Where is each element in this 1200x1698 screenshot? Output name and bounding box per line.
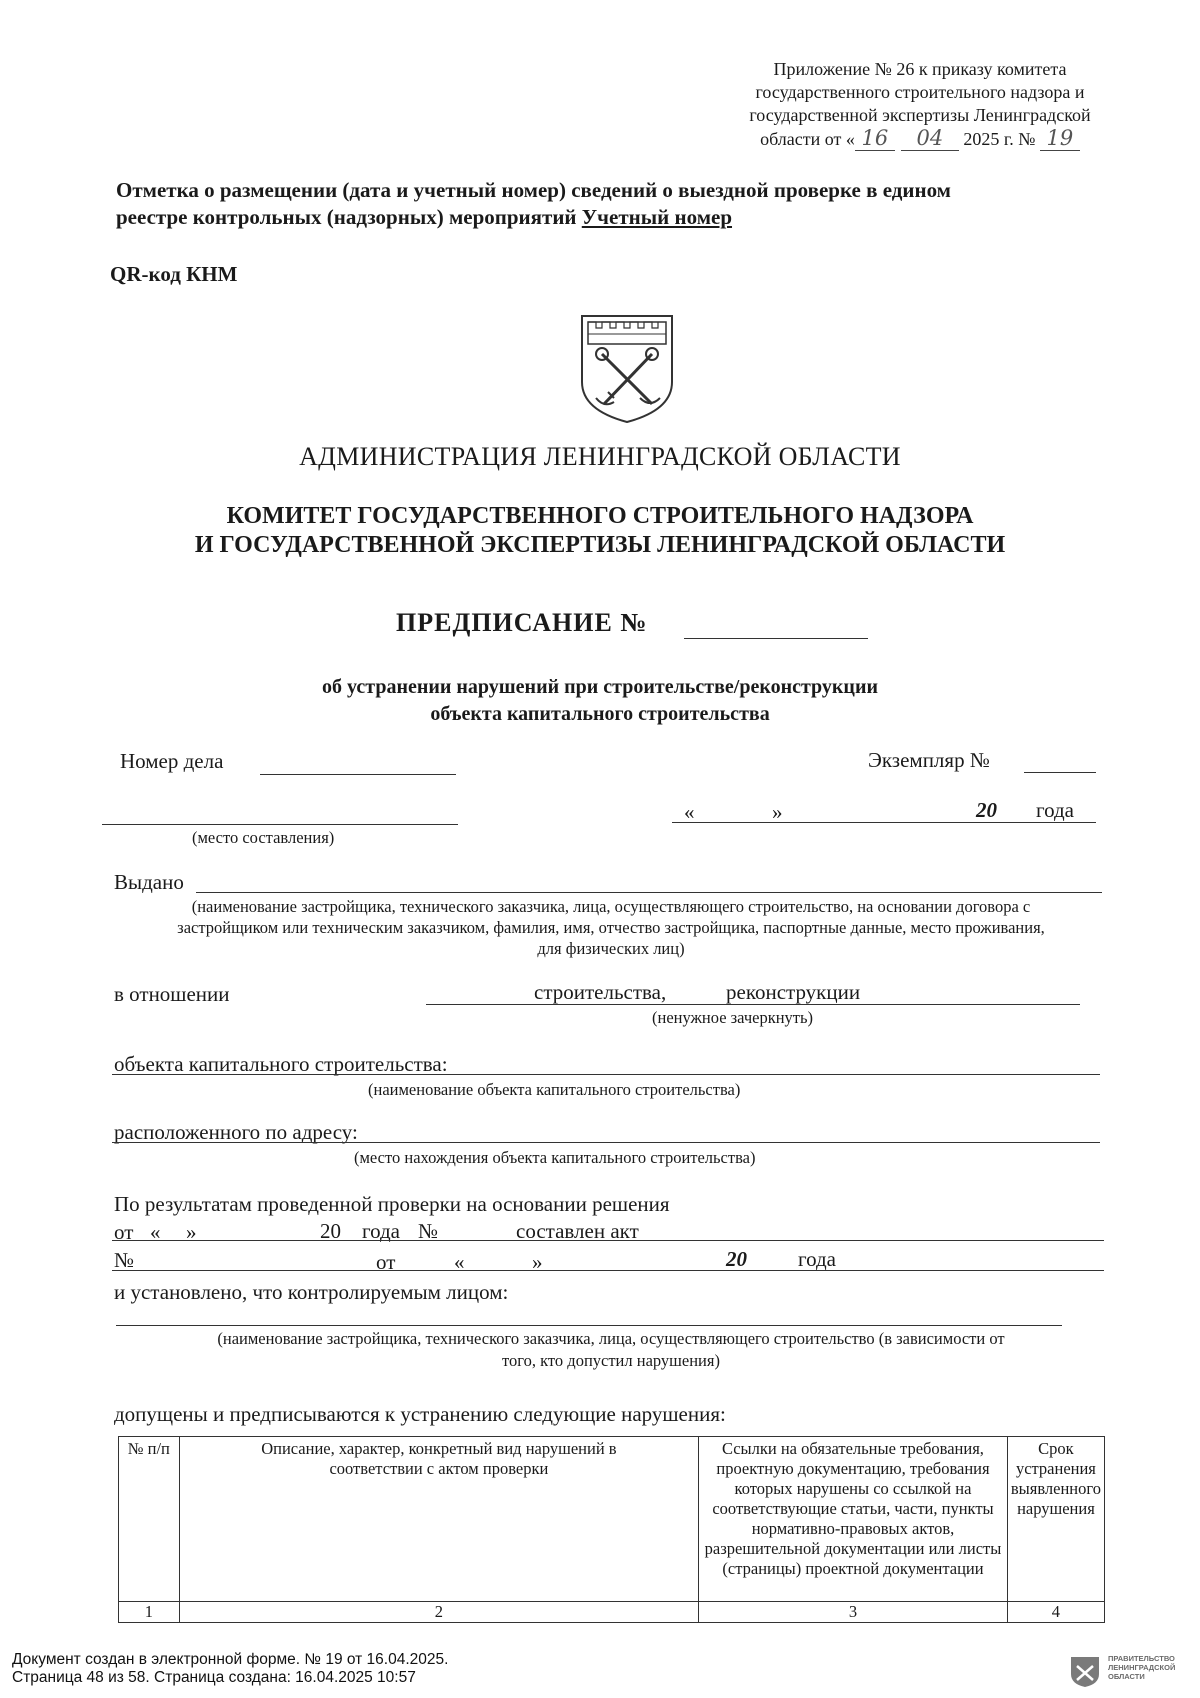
act-quote-close: » <box>532 1250 543 1274</box>
date-quote-open: « <box>684 800 695 824</box>
violations-label: допущены и предписываются к устранению следующие нарушения: <box>114 1402 726 1426</box>
issued-label: Выдано <box>114 870 184 894</box>
regard-option-construction: строительства, <box>534 980 667 1004</box>
prescription-subtitle-1: об устранении нарушений при строительстве/реконструкции <box>321 676 878 698</box>
place-line <box>102 824 458 825</box>
appendix-block <box>700 58 1140 151</box>
footer-text <box>12 1651 448 1687</box>
coat-of-arms-icon <box>578 312 676 424</box>
regard-caption: (ненужное зачеркнуть) <box>652 1008 814 1027</box>
table-row <box>119 1602 1105 1623</box>
prescription-subtitle-2: объекта капитального строительства <box>430 703 770 725</box>
table-header-row <box>119 1437 1105 1602</box>
results-year: 20 <box>320 1219 341 1243</box>
case-number-label: Номер дела <box>120 749 224 773</box>
place-caption: (место составления) <box>192 828 335 847</box>
committee-line-2: И ГОСУДАРСТВЕННОЙ ЭКСПЕРТИЗЫ ЛЕНИНГРАДСКОЙ ОБЛАСТИ <box>194 532 1006 558</box>
results-from: от <box>114 1220 134 1244</box>
issued-caption-3: для физических лиц) <box>537 939 685 958</box>
appendix-line-2: государственного строительного надзора и <box>755 82 1085 102</box>
table-col-number-1: 1 <box>119 1602 180 1623</box>
issued-caption <box>116 896 1106 959</box>
established-label: и установлено, что контролируемым лицом: <box>114 1280 509 1304</box>
government-logo-icon <box>1068 1654 1102 1688</box>
results-act: составлен акт <box>516 1219 639 1243</box>
logo-text-2: ЛЕНИНГРАДСКОЙ <box>1108 1663 1176 1672</box>
violations-table <box>118 1436 1105 1623</box>
established-caption <box>116 1328 1106 1372</box>
established-caption-1: (наименование застройщика, технического заказчика, лица, осуществляющего строительство (в зависимости от <box>217 1329 1005 1348</box>
act-quote-open: « <box>454 1250 465 1274</box>
prescription-title <box>396 608 647 638</box>
act-from: от <box>376 1250 396 1274</box>
results-line-b <box>112 1270 1104 1271</box>
case-number-line <box>260 774 456 775</box>
date-quote-close: » <box>772 800 783 824</box>
table-col-number-2: 2 <box>179 1602 698 1623</box>
copy-number-label: Экземпляр № <box>868 748 990 772</box>
logo-text-1: ПРАВИТЕЛЬСТВО <box>1108 1654 1175 1663</box>
results-line-a <box>112 1240 1104 1241</box>
copy-number-line <box>1024 772 1096 773</box>
act-year: 20 <box>726 1247 747 1271</box>
address-label: расположенного по адресу: <box>114 1120 358 1144</box>
appendix-number: 19 <box>1040 127 1080 151</box>
register-note-line-2 <box>116 205 732 230</box>
logo-text-3: ОБЛАСТИ <box>1108 1672 1145 1681</box>
appendix-line-1: Приложение № 26 к приказу комитета <box>773 59 1067 79</box>
table-col-number-4: 4 <box>1007 1602 1104 1623</box>
date-line <box>672 822 1096 823</box>
results-number-sign: № <box>418 1219 439 1243</box>
footer-line-2: Страница 48 из 58. Страница создана: 16.04.2025 10:57 <box>12 1669 416 1686</box>
regard-option-reconstruction: реконструкции <box>726 980 861 1004</box>
appendix-month: 04 <box>901 127 959 151</box>
register-note-line-1: Отметка о размещении (дата и учетный номер) сведений о выездной проверке в едином <box>116 178 951 202</box>
regard-line <box>426 1004 1080 1005</box>
results-line-1: По результатам проведенной проверки на основании решения <box>114 1192 670 1216</box>
table-header-deadline: Срок устранения выявленного нарушения <box>1007 1437 1104 1602</box>
appendix-line-4 <box>700 127 1140 151</box>
government-logo <box>1068 1652 1196 1692</box>
date-year: 20 <box>976 798 997 822</box>
appendix-day: 16 <box>855 127 895 151</box>
issued-caption-1: (наименование застройщика, технического заказчика, лица, осуществляющего строительство, на основании договора с <box>191 897 1031 916</box>
established-caption-2: того, кто допустил нарушения) <box>502 1351 720 1370</box>
prescription-subtitle <box>0 674 1200 728</box>
government-logo-text <box>1108 1654 1175 1681</box>
results-quote-open: « <box>150 1220 161 1244</box>
admin-title: АДМИНИСТРАЦИЯ ЛЕНИНГРАДСКОЙ ОБЛАСТИ <box>299 442 901 471</box>
results-year-word: года <box>362 1219 400 1243</box>
register-note-text: реестре контрольных (надзорных) мероприятий <box>116 205 577 229</box>
date-suffix: года <box>1036 798 1074 822</box>
committee-line-1: КОМИТЕТ ГОСУДАРСТВЕННОГО СТРОИТЕЛЬНОГО НАДЗОРА <box>226 503 974 529</box>
appendix-line-3: государственной экспертизы Ленинградской <box>749 105 1091 125</box>
regard-label: в отношении <box>114 982 230 1006</box>
address-caption: (место нахождения объекта капитального строительства) <box>354 1148 756 1167</box>
prescription-number-line <box>684 638 868 639</box>
act-number-sign: № <box>114 1248 135 1272</box>
table-header-number: № п/п <box>119 1437 180 1602</box>
appendix-date-prefix: области от « <box>760 129 855 149</box>
table-header-description: Описание, характер, конкретный вид нарушений в соответствии с актом проверки <box>179 1437 698 1602</box>
established-line <box>116 1325 1062 1326</box>
act-year-word: года <box>798 1247 836 1271</box>
footer-line-1: Документ создан в электронной форме. № 19 от 16.04.2025. <box>12 1651 449 1668</box>
issued-caption-2: застройщиком или техническим заказчиком, фамилия, имя, отчество застройщика, паспортные данные, место проживания, <box>177 918 1045 937</box>
object-line <box>112 1074 1100 1075</box>
qr-label: QR-код КНМ <box>110 262 238 286</box>
issued-line <box>196 892 1102 893</box>
register-number-label: Учетный номер <box>581 205 733 229</box>
results-quote-close: » <box>186 1220 197 1244</box>
object-caption: (наименование объекта капитального строительства) <box>368 1080 741 1099</box>
table-header-references: Ссылки на обязательные требования, проектную документацию, требования которых нарушены со ссылкой на соответствующие статьи, части, пункты нормативно-правовых актов, разрешительной документации или листы (страницы) проектной документации <box>699 1437 1008 1602</box>
committee-title <box>0 502 1200 560</box>
table-col-number-3: 3 <box>699 1602 1008 1623</box>
prescription-title-text: ПРЕДПИСАНИЕ № <box>396 608 648 637</box>
address-line <box>112 1142 1100 1143</box>
appendix-year: 2025 г. № <box>963 129 1036 149</box>
object-label: объекта капитального строительства: <box>114 1052 448 1076</box>
